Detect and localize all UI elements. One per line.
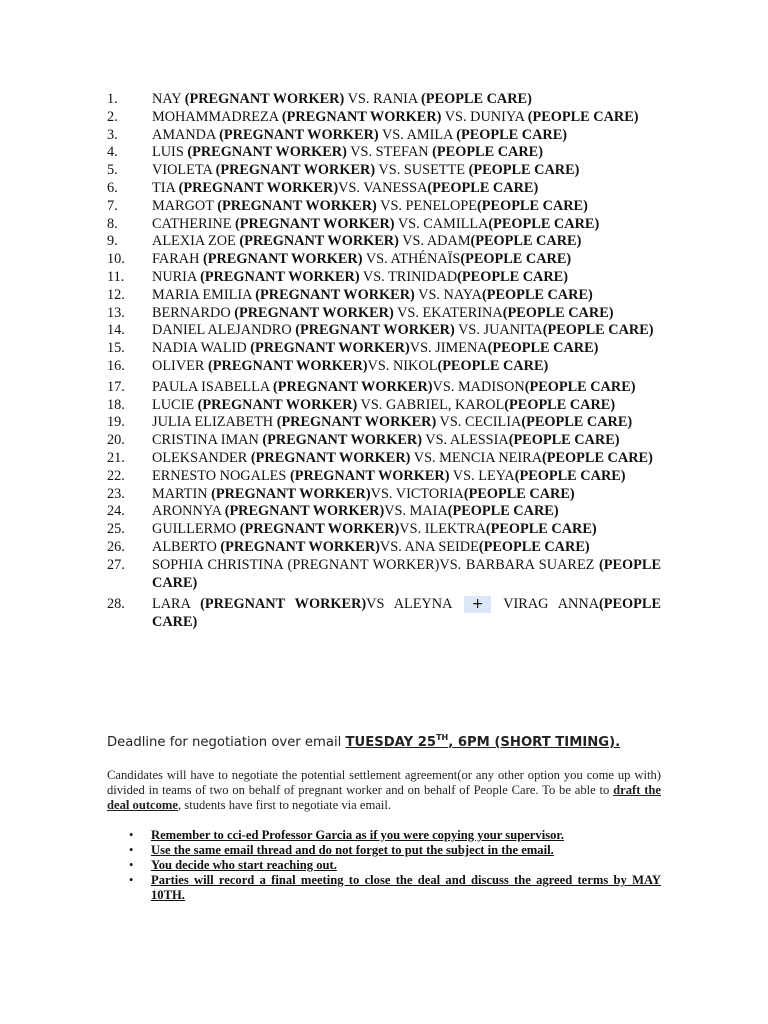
list-item: 8. CATHERINE (PREGNANT WORKER) VS. CAMILLA(PEOPLE CARE): [107, 215, 600, 232]
list-item: 25. GUILLERMO (PREGNANT WORKER)VS. ILEKTRA(PEOPLE CARE): [107, 521, 597, 538]
list-item: 21. OLEKSANDER (PREGNANT WORKER) VS. MENCIA NEIRA(PEOPLE CARE): [107, 449, 653, 466]
list-item: 19. JULIA ELIZABETH (PREGNANT WORKER) VS. CECILIA(PEOPLE CARE): [107, 414, 633, 431]
bullet-icon: •: [129, 873, 134, 887]
list-item: 12. MARIA EMILIA (PREGNANT WORKER) VS. NAYA(PEOPLE CARE): [107, 286, 593, 303]
list-item: 22. ERNESTO NOGALES (PREGNANT WORKER) VS. LEYA(PEOPLE CARE): [107, 467, 626, 484]
list-item: 10. FARAH (PREGNANT WORKER) VS. ATHÉNAÏS(PEOPLE CARE): [107, 251, 572, 268]
list-item: 16. OLIVER (PREGNANT WORKER)VS. NIKOL(PEOPLE CARE): [107, 357, 549, 374]
add-icon[interactable]: +: [464, 596, 492, 613]
list-item: 28. LARA (PREGNANT WORKER)VS ALEYNA + VIRAG ANNA(PEOPLE CARE): [107, 596, 661, 631]
list-item: 18. LUCIE (PREGNANT WORKER) VS. GABRIEL, KAROL(PEOPLE CARE): [107, 396, 616, 413]
list-item: • Remember to cci-ed Professor Garcia as if you were copying your supervisor.: [129, 828, 564, 842]
list-item: • You decide who start reaching out.: [129, 858, 337, 872]
deadline-line: Deadline for negotiation over email TUESDAY 25TH, 6PM (SHORT TIMING).: [107, 733, 621, 750]
instructions-bullets: [107, 828, 661, 903]
list-item: 7. MARGOT (PREGNANT WORKER) VS. PENELOPE(PEOPLE CARE): [107, 197, 588, 214]
pairing-list: [107, 91, 661, 632]
list-item: 26. ALBERTO (PREGNANT WORKER)VS. ANA SEIDE(PEOPLE CARE): [107, 538, 590, 555]
bullet-icon: •: [129, 843, 134, 857]
list-item: 27. SOPHIA CHRISTINA (PREGNANT WORKER)VS. BARBARA SUAREZ (PEOPLE CARE): [107, 556, 661, 591]
list-item: 5. VIOLETA (PREGNANT WORKER) VS. SUSETTE (PEOPLE CARE): [107, 162, 580, 179]
list-item: 15. NADIA WALID (PREGNANT WORKER)VS. JIMENA(PEOPLE CARE): [107, 340, 599, 357]
bullet-icon: •: [129, 858, 134, 872]
list-item: 17. PAULA ISABELLA (PREGNANT WORKER)VS. MADISON(PEOPLE CARE): [107, 378, 636, 395]
list-item: 6. TIA (PREGNANT WORKER)VS. VANESSA(PEOPLE CARE): [107, 179, 539, 196]
list-item: 20. CRISTINA IMAN (PREGNANT WORKER) VS. ALESSIA(PEOPLE CARE): [107, 432, 620, 449]
list-item: 4. LUIS (PREGNANT WORKER) VS. STEFAN (PEOPLE CARE): [107, 144, 543, 161]
list-item: 1. NAY (PREGNANT WORKER) VS. RANIA (PEOPLE CARE): [107, 91, 532, 107]
list-item: 3. AMANDA (PREGNANT WORKER) VS. AMILA (PEOPLE CARE): [107, 126, 568, 143]
list-item: 24. ARONNYA (PREGNANT WORKER)VS. MAIA(PEOPLE CARE): [107, 503, 559, 520]
list-item: 9. ALEXIA ZOE (PREGNANT WORKER) VS. ADAM(PEOPLE CARE): [107, 233, 582, 250]
list-item: • Use the same email thread and do not forget to put the subject in the email.: [129, 843, 554, 857]
list-item: 14. DANIEL ALEJANDRO (PREGNANT WORKER) VS. JUANITA(PEOPLE CARE): [107, 322, 654, 339]
deadline-date: TUESDAY 25TH, 6PM (SHORT TIMING).: [345, 733, 621, 750]
list-item: • Parties will record a final meeting to close the deal and discuss the agreed terms by MAY 10TH.: [129, 873, 661, 902]
list-item: 11. NURIA (PREGNANT WORKER) VS. TRINIDAD(PEOPLE CARE): [107, 268, 568, 285]
bullet-icon: •: [129, 828, 134, 842]
list-item: 2. MOHAMMADREZA (PREGNANT WORKER) VS. DUNIYA (PEOPLE CARE): [107, 108, 639, 125]
list-item: 13. BERNARDO (PREGNANT WORKER) VS. EKATERINA(PEOPLE CARE): [107, 304, 614, 321]
list-item: 23. MARTIN (PREGNANT WORKER)VS. VICTORIA(PEOPLE CARE): [107, 485, 575, 502]
instructions-paragraph: Candidates will have to negotiate the potential settlement agreement(or any other option you come up with) divided in teams of two on behalf of pregnant worker and on behalf of People Care. To be able to draft the deal outcome, students have first to negotiate via email.: [107, 768, 661, 812]
